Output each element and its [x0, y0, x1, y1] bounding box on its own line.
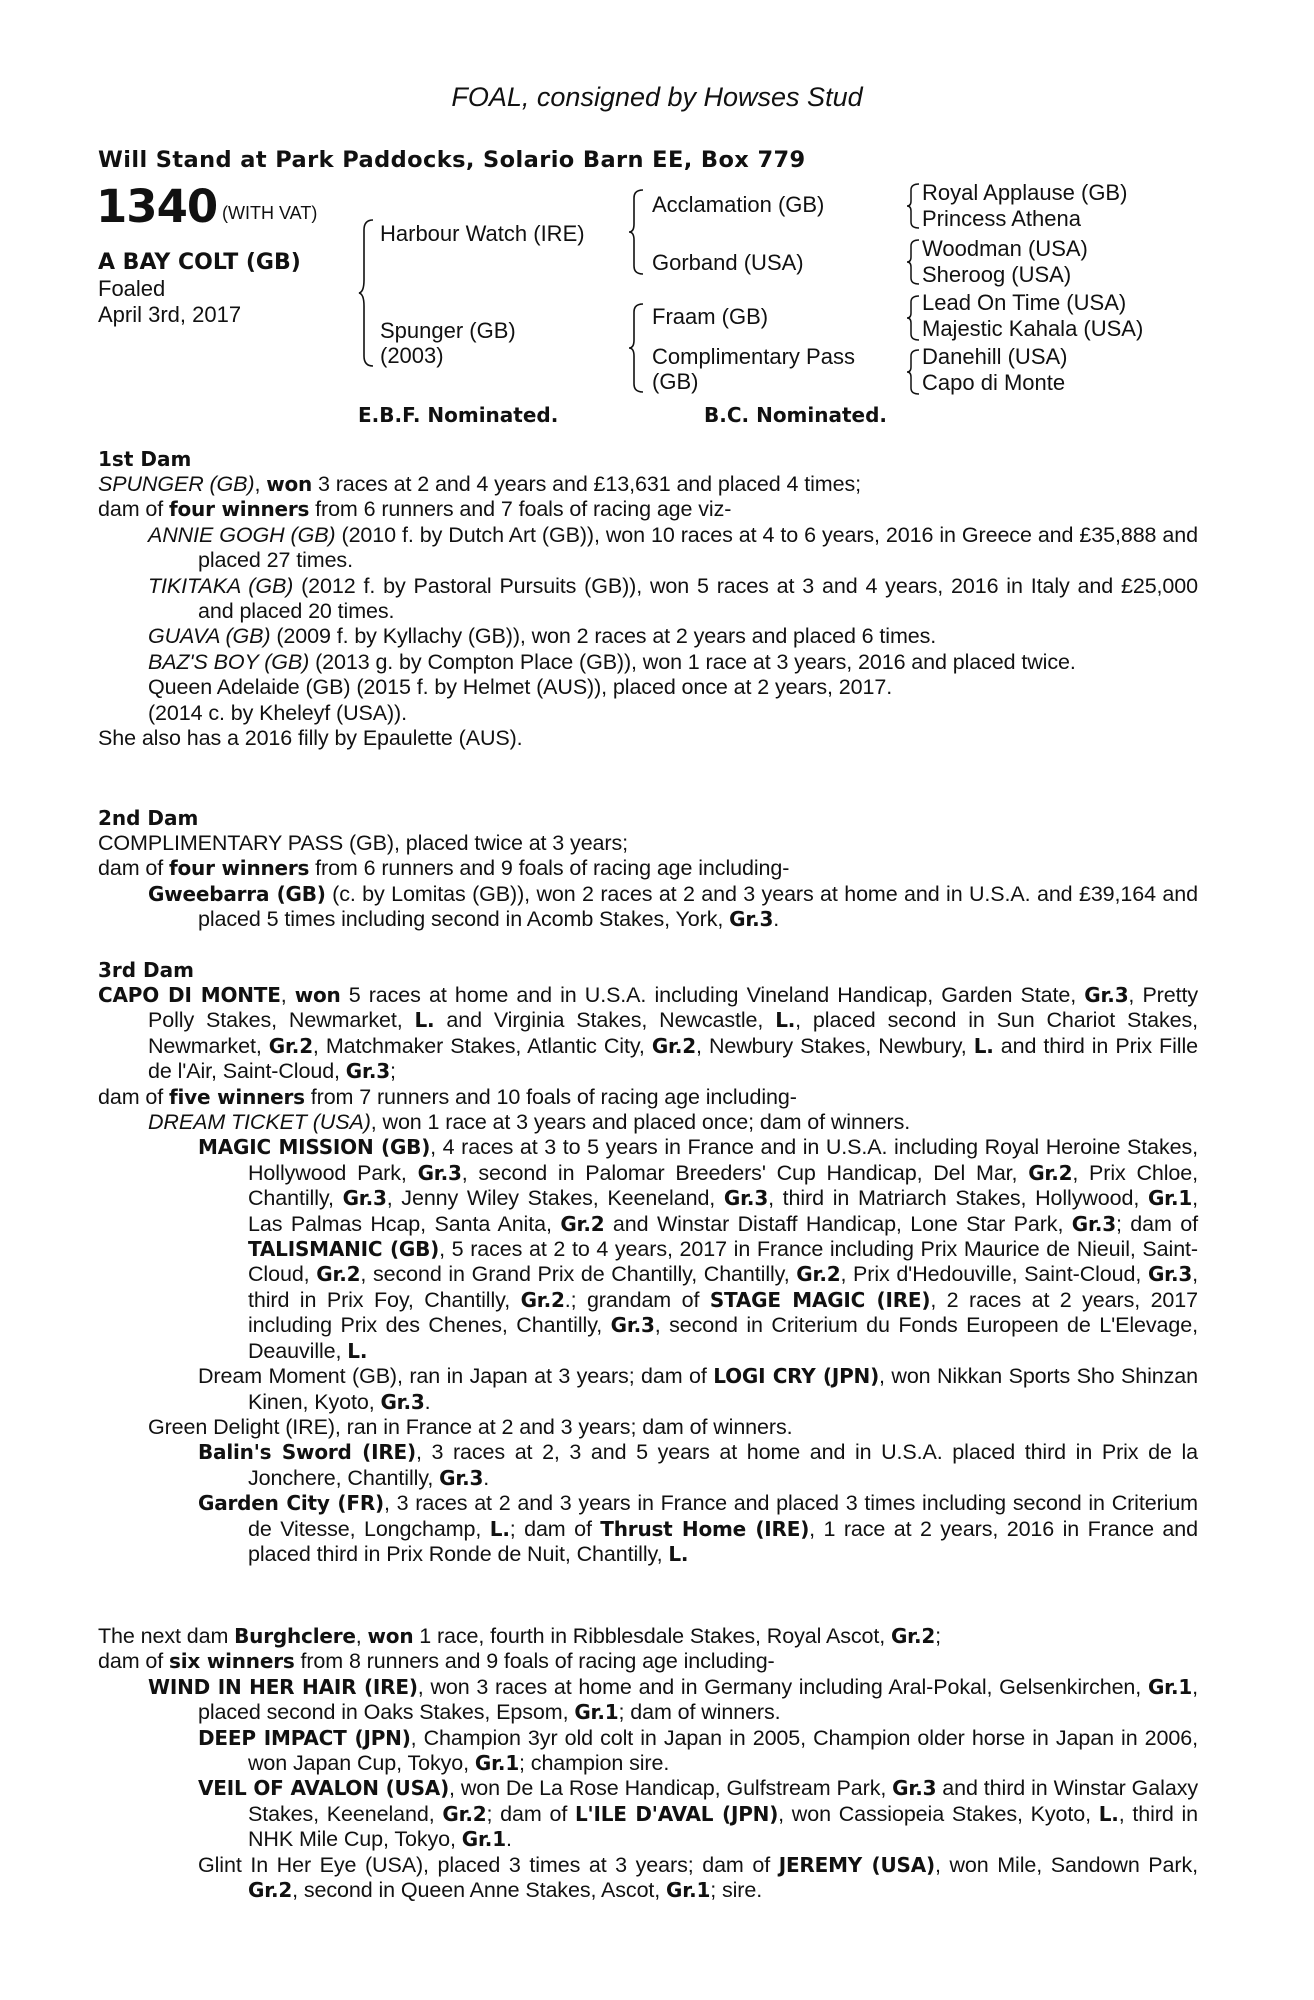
page-title: FOAL, consigned by Howses Stud [451, 82, 863, 112]
foaled-label: Foaled [98, 276, 166, 301]
pedigree-brace-g3 [906, 294, 922, 342]
lot-number: 1340 [96, 180, 218, 233]
bc-nominated: B.C. Nominated. [704, 403, 888, 427]
foaled-date: April 3rd, 2017 [98, 302, 242, 327]
third-dam-body: CAPO DI MONTE, won 5 races at home and in U.S.A. including Vineland Handicap, Garden State, Gr.3, Pretty Polly Stakes, Newmarket, L. and Virginia Stakes, Newcastle, L., placed second in Sun Chariot Stakes, Newmarket, Gr.2, Matchmaker Stakes, Atlantic City, Gr.2, Newbury Stakes, Newbury, L. and third in Prix Fille de l'Air, Saint-Cloud, Gr.3; dam of five winners from 7 runners and 10 foals of racing age including- DREAM TICKET (USA), won 1 race at 3 years and placed once; dam of winners. MAGIC MISSION (GB), 4 races at 3 to 5 years in France and in U.S.A. including Royal Heroine Stakes, Hollywood Park, Gr.3, second in Palomar Breeders' Cup Handicap, Del Mar, Gr.2, Prix Chloe, Chantilly, Gr.3, Jenny Wiley Stakes, Keeneland, Gr.3, third in Matriarch Stakes, Hollywood, Gr.1, Las Palmas Hcap, Santa Anita, Gr.2 and Winstar Distaff Handicap, Lone Star Park, Gr.3; dam of TALISMANIC (GB), 5 races at 2 to 4 years, 2017 in France including Prix Maurice de Nieuil, Saint-Cloud, Gr.2, second in Grand Prix de Chantilly, Chantilly, Gr.2, Prix d'Hedouville, Saint-Cloud, Gr.3, third in Prix Foy, Chantilly, Gr.2.; grandam of STAGE MAGIC (IRE), 2 races at 2 years, 2017 including Prix des Chenes, Chantilly, Gr.3, second in Criterium du Fonds Europeen de L'Elevage, Deauville, L. Dream Moment (GB), ran in Japan at 3 years; dam of LOGI CRY (JPN), won Nikkan Sports Sho Shinzan Kinen, Kyoto, Gr.3. Green Delight (IRE), ran in France at 2 and 3 years; dam of winners. Balin's Sword (IRE), 3 races at 2, 3 and 5 years at home and in U.S.A. placed third in Prix de la Jonchere, Chantilly, Gr.3. Garden City (FR), 3 races at 2 and 3 years in France and placed 3 times including second in Criterium de Vitesse, Longchamp, L.; dam of Thrust Home (IRE), 1 race at 2 years, 2016 in France and placed third in Prix Ronde de Nuit, Chantilly, L. [98, 983, 1199, 1566]
pedigree-g5: Lead On Time (USA) [922, 290, 1127, 315]
pedigree-brace-dam [628, 302, 646, 394]
pedigree-dam-dam: Complimentary Pass [652, 344, 855, 369]
pedigree-g8: Capo di Monte [922, 370, 1066, 395]
ebf-nominated: E.B.F. Nominated. [358, 403, 559, 427]
pedigree-g6: Majestic Kahala (USA) [922, 316, 1144, 341]
lot-description: A BAY COLT (GB) [98, 250, 301, 275]
next-dam-body: The next dam Burghclere, won 1 race, fourth in Ribblesdale Stakes, Royal Ascot, Gr.2; dam of six winners from 8 runners and 9 foals of racing age including- WIND IN HER HAIR (IRE), won 3 races at home and in Germany including Aral-Pokal, Gelsenkirchen, Gr.1, placed second in Oaks Stakes, Epsom, Gr.1; dam of winners. DEEP IMPACT (JPN), Champion 3yr old colt in Japan in 2005, Champion older horse in Japan in 2006, won Japan Cup, Tokyo, Gr.1; champion sire. VEIL OF AVALON (USA), won De La Rose Handicap, Gulfstream Park, Gr.3 and third in Winstar Galaxy Stakes, Keeneland, Gr.2; dam of L'ILE D'AVAL (JPN), won Cassiopeia Stakes, Kyoto, L., third in NHK Mile Cup, Tokyo, Gr.1. Glint In Her Eye (USA), placed 3 times at 3 years; dam of JEREMY (USA), won Mile, Sandown Park, Gr.2, second in Queen Anne Stakes, Ascot, Gr.1; sire. [98, 1624, 1199, 1903]
pedigree-sire-sire: Acclamation (GB) [652, 192, 825, 217]
pedigree-sire-dam: Gorband (USA) [652, 250, 804, 275]
stand-line: Will Stand at Park Paddocks, Solario Barn EE, Box 779 [98, 147, 806, 173]
pedigree-sire: Harbour Watch (IRE) [380, 221, 585, 246]
pedigree-g7: Danehill (USA) [922, 344, 1068, 369]
pedigree-g2: Princess Athena [922, 206, 1081, 231]
pedigree-g3: Woodman (USA) [922, 236, 1088, 261]
second-dam-body: COMPLIMENTARY PASS (GB), placed twice at 3 years; dam of four winners from 6 runners and 9 foals of racing age including- Gweebarra (GB) (c. by Lomitas (GB)), won 2 races at 2 and 3 years at home and in U.S.A. and £39,164 and placed 5 times including second in Acomb Stakes, York, Gr.3. [98, 831, 1198, 932]
pedigree-brace-g2 [906, 238, 922, 286]
third-dam-heading: 3rd Dam [98, 958, 194, 982]
pedigree-g1: Royal Applause (GB) [922, 180, 1128, 205]
pedigree-g4: Sheroog (USA) [922, 262, 1072, 287]
pedigree-brace-g4 [906, 348, 922, 396]
first-dam-heading: 1st Dam [98, 447, 192, 471]
first-dam-body: SPUNGER (GB), won 3 races at 2 and 4 years and £13,631 and placed 4 times; dam of four winners from 6 runners and 7 foals of racing age viz- ANNIE GOGH (GB) (2010 f. by Dutch Art (GB)), won 10 races at 4 to 6 years, 2016 in Greece and £35,888 and placed 27 times. TIKITAKA (GB) (2012 f. by Pastoral Pursuits (GB)), won 5 races at 3 and 4 years, 2016 in Italy and £25,000 and placed 20 times. GUAVA (GB) (2009 f. by Kyllachy (GB)), won 2 races at 2 years and placed 6 times. BAZ'S BOY (GB) (2013 g. by Compton Place (GB)), won 1 race at 3 years, 2016 and placed twice. Queen Adelaide (GB) (2015 f. by Helmet (AUS)), placed once at 2 years, 2017. (2014 c. by Kheleyf (USA)). She also has a 2016 filly by Epaulette (AUS). [98, 472, 1198, 751]
pedigree-brace-g1 [906, 182, 922, 230]
vat-label: (WITH VAT) [222, 203, 318, 223]
pedigree-dam-dam-country: (GB) [652, 369, 699, 394]
pedigree-dam-year: (2003) [380, 343, 444, 368]
second-dam-heading: 2nd Dam [98, 806, 199, 830]
pedigree-brace-main [358, 218, 376, 368]
pedigree-brace-sire [628, 188, 646, 276]
pedigree-dam-sire: Fraam (GB) [652, 304, 769, 329]
pedigree-dam: Spunger (GB) [380, 318, 516, 343]
